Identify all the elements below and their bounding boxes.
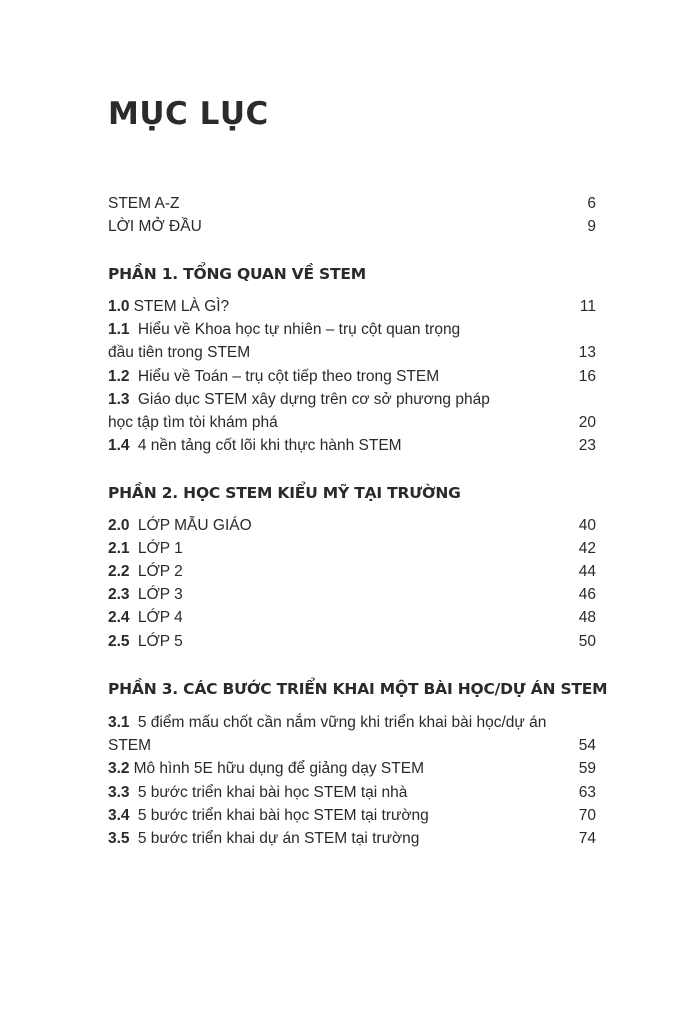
toc-entry-label: 5 bước triển khai bài học STEM tại nhà bbox=[137, 784, 408, 801]
toc-page-number: 23 bbox=[578, 437, 596, 454]
toc-page-number: 42 bbox=[578, 540, 596, 557]
toc-entry-loi-mo-dau bbox=[108, 216, 596, 238]
toc-entry-number: 3.1 bbox=[108, 714, 130, 731]
toc-entry-label-continued: STEM bbox=[108, 737, 152, 754]
section-heading-part-1: PHẦN 1. TỔNG QUAN VỀ STEM bbox=[108, 265, 366, 283]
toc-page-number: 44 bbox=[578, 563, 596, 580]
toc-entry-number: 2.1 bbox=[108, 540, 130, 557]
toc-page-number: 11 bbox=[579, 298, 596, 315]
toc-entry-2-2 bbox=[108, 561, 596, 583]
section-heading-part-3: PHẦN 3. CÁC BƯỚC TRIỂN KHAI MỘT BÀI HỌC/DỰ ÁN STEM bbox=[108, 680, 608, 698]
toc-entry-number: 1.3 bbox=[108, 391, 130, 408]
toc-entry-label: LỚP 1 bbox=[137, 540, 183, 557]
toc-entry-label: 4 nền tảng cốt lõi khi thực hành STEM bbox=[137, 437, 402, 454]
toc-page-number: 13 bbox=[578, 344, 596, 361]
toc-page-number: 59 bbox=[578, 760, 596, 777]
toc-entry-1-1 bbox=[108, 319, 596, 341]
toc-entry-stem-az bbox=[108, 193, 596, 215]
toc-entry-1-2 bbox=[108, 366, 596, 388]
toc-entry-number: 1.1 bbox=[108, 321, 130, 338]
toc-entry-1-4 bbox=[108, 435, 596, 457]
toc-entry-number: 3.5 bbox=[108, 830, 130, 847]
toc-entry-number: 3.3 bbox=[108, 784, 130, 801]
toc-entry-label: STEM A-Z bbox=[108, 195, 180, 212]
page-title: MỤC LỤC bbox=[108, 96, 269, 132]
toc-entry-number: 1.0 bbox=[108, 298, 130, 315]
toc-entry-label-continued: học tập tìm tòi khám phá bbox=[108, 414, 278, 431]
toc-entry-label: Hiểu về Toán – trụ cột tiếp theo trong STEM bbox=[137, 368, 440, 385]
toc-entry-2-5 bbox=[108, 631, 596, 653]
toc-page-number: 54 bbox=[578, 737, 596, 754]
toc-page-number: 48 bbox=[578, 609, 596, 626]
toc-entry-number: 2.0 bbox=[108, 517, 130, 534]
toc-page-number: 16 bbox=[578, 368, 596, 385]
toc-entry-number: 2.5 bbox=[108, 633, 130, 650]
toc-entry-number: 2.3 bbox=[108, 586, 130, 603]
toc-entry-3-2 bbox=[108, 758, 596, 780]
toc-entry-label: LỚP MẪU GIÁO bbox=[137, 517, 252, 534]
toc-entry-2-1 bbox=[108, 538, 596, 560]
toc-entry-label: LỚP 2 bbox=[137, 563, 183, 580]
toc-entry-label: 5 điểm mấu chốt cần nắm vững khi triển khai bài học/dự án bbox=[137, 714, 547, 731]
toc-entry-2-0 bbox=[108, 515, 596, 537]
toc-entry-3-1 bbox=[108, 712, 596, 734]
toc-entry-3-4 bbox=[108, 805, 596, 827]
toc-entry-number: 2.2 bbox=[108, 563, 130, 580]
toc-entry-label: LỚP 3 bbox=[137, 586, 183, 603]
toc-entry-label-continued: đầu tiên trong STEM bbox=[108, 344, 251, 361]
toc-page-number: 50 bbox=[578, 633, 596, 650]
toc-entry-3-3 bbox=[108, 782, 596, 804]
toc-entry-1-3-continued bbox=[108, 412, 596, 434]
toc-entry-label: LỚP 4 bbox=[137, 609, 183, 626]
toc-entry-2-4 bbox=[108, 607, 596, 629]
toc-entry-label: LỜI MỞ ĐẦU bbox=[108, 218, 202, 235]
toc-page-number: 70 bbox=[578, 807, 596, 824]
toc-page bbox=[108, 0, 608, 1024]
toc-page-number: 74 bbox=[578, 830, 596, 847]
toc-entry-number: 3.4 bbox=[108, 807, 130, 824]
toc-entry-label: 5 bước triển khai dự án STEM tại trường bbox=[137, 830, 420, 847]
toc-page-number: 63 bbox=[578, 784, 596, 801]
toc-entry-1-0 bbox=[108, 296, 596, 318]
toc-entry-label: LỚP 5 bbox=[137, 633, 183, 650]
toc-page-number: 40 bbox=[578, 517, 596, 534]
toc-entry-number: 1.4 bbox=[108, 437, 130, 454]
section-heading-part-2: PHẦN 2. HỌC STEM KIỂU MỸ TẠI TRƯỜNG bbox=[108, 484, 461, 502]
toc-entry-1-3 bbox=[108, 389, 596, 411]
toc-entry-3-5 bbox=[108, 828, 596, 850]
toc-entry-2-3 bbox=[108, 584, 596, 606]
toc-entry-label: Hiểu về Khoa học tự nhiên – trụ cột quan trọng bbox=[137, 321, 461, 338]
toc-entry-1-1-continued bbox=[108, 342, 596, 364]
toc-entry-label: Mô hình 5E hữu dụng để giảng dạy STEM bbox=[133, 760, 424, 777]
toc-entry-label: STEM LÀ GÌ? bbox=[133, 298, 230, 315]
toc-page-number: 46 bbox=[578, 586, 596, 603]
toc-page-number: 9 bbox=[587, 218, 596, 235]
toc-entry-label: 5 bước triển khai bài học STEM tại trường bbox=[137, 807, 429, 824]
toc-entry-3-1-continued bbox=[108, 735, 596, 757]
toc-entry-number: 1.2 bbox=[108, 368, 130, 385]
toc-page-number: 20 bbox=[578, 414, 596, 431]
toc-entry-label: Giáo dục STEM xây dựng trên cơ sở phương pháp bbox=[137, 391, 490, 408]
toc-entry-number: 2.4 bbox=[108, 609, 130, 626]
toc-entry-number: 3.2 bbox=[108, 760, 130, 777]
toc-page-number: 6 bbox=[587, 195, 596, 212]
